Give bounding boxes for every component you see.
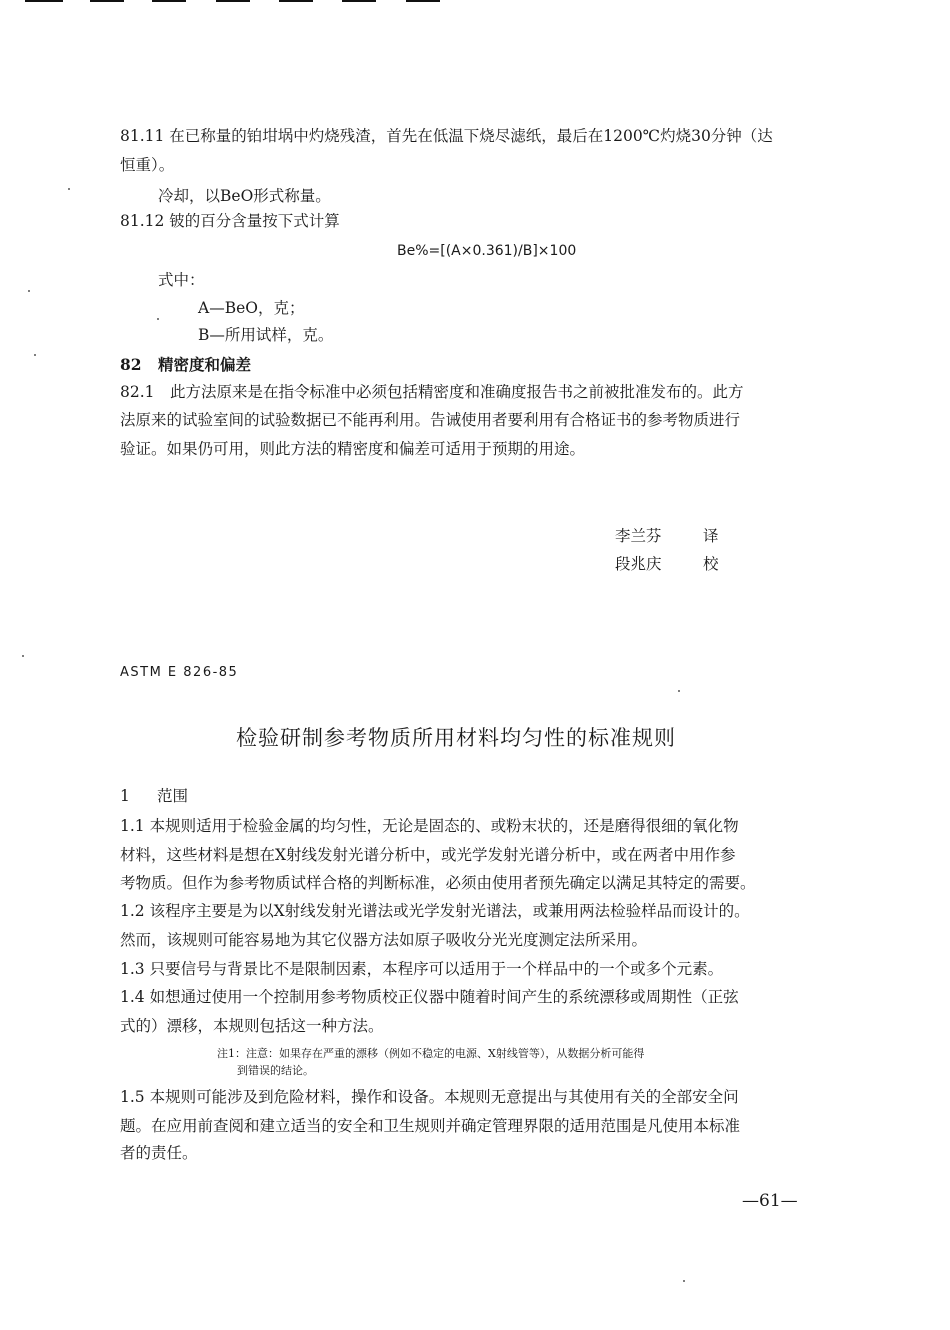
top-border-dash: [90, 0, 124, 2]
para-1-5-line2: 题。在应用前查阅和建立适当的安全和卫生规则并确定管理界限的适用范围是凡使用本标准: [120, 1117, 741, 1135]
para-81-11-line2: 恒重）。: [120, 156, 175, 174]
para-81-11-line1: 81.11 在已称量的铂坩埚中灼烧残渣，首先在低温下烧尽滤纸，最后在1200℃灼烧30分钟（达: [120, 127, 773, 145]
para-1-2-line1: 1.2 该程序主要是为以X射线发射光谱法或光学发射光谱法，或兼用两法检验样品而设计的。: [120, 902, 750, 920]
section-82-number: 82: [120, 355, 142, 374]
formula: Be%=[(A×0.361)/B]×100: [397, 243, 577, 259]
scan-speck: [28, 290, 30, 292]
note-1-line2: 到错误的结论。: [237, 1064, 314, 1077]
page-number: —61—: [742, 1191, 798, 1211]
standard-id: ASTM E 826-85: [120, 665, 239, 680]
top-border-dash: [342, 0, 376, 2]
para-1-5-line3: 者的责任。: [120, 1144, 198, 1162]
note-1-line1: 注1：注意：如果存在严重的漂移（例如不稳定的电源、X射线管等），从数据分析可能得: [217, 1047, 645, 1060]
reviewer-role: 校: [703, 555, 719, 573]
para-1-1-line1: 1.1 本规则适用于检验金属的均匀性，无论是固态的、或粉末状的，还是磨得很细的氧化物: [120, 817, 739, 835]
scan-speck: [678, 690, 680, 692]
translator-role: 译: [703, 527, 719, 545]
formula-where: 式中：: [158, 271, 205, 289]
section-1-heading: 范围: [157, 787, 189, 805]
para-82-1-line1: 82.1 此方法原来是在指令标准中必须包括精密度和准确度报告书之前被批准发布的。此方: [120, 383, 744, 401]
document-title: 检验研制参考物质所用材料均匀性的标准规则: [236, 726, 676, 750]
scan-speck: [34, 354, 36, 356]
para-1-1-line3: 考物质。但作为参考物质试样合格的判断标准，必须由使用者预先确定以满足其特定的需要。: [120, 874, 756, 892]
section-1-number: 1: [120, 787, 130, 805]
para-1-3-line1: 1.3 只要信号与背景比不是限制因素，本程序可以适用于一个样品中的一个或多个元素。: [120, 960, 724, 978]
section-82-heading: 精密度和偏差: [158, 355, 252, 374]
para-1-4-line2: 式的）漂移，本规则包括这一种方法。: [120, 1017, 384, 1035]
formula-var-b: B—所用试样，克。: [198, 326, 334, 344]
translator-name: 李兰芬: [615, 527, 662, 545]
para-1-4-line1: 1.4 如想通过使用一个控制用参考物质校正仪器中随着时间产生的系统漂移或周期性（正弦: [120, 988, 739, 1006]
para-82-1-line3: 验证。如果仍可用，则此方法的精密度和偏差可适用于预期的用途。: [120, 440, 586, 458]
top-border-dash: [216, 0, 250, 2]
para-81-12-heading: 81.12 铍的百分含量按下式计算: [120, 212, 340, 230]
reviewer-name: 段兆庆: [615, 555, 662, 573]
top-border-dash: [152, 0, 186, 2]
para-1-2-line2: 然而，该规则可能容易地为其它仪器方法如原子吸收分光光度测定法所采用。: [120, 931, 648, 949]
para-1-1-line2: 材料，这些材料是想在X射线发射光谱分析中，或光学发射光谱分析中，或在两者中用作参: [120, 846, 736, 864]
scan-speck: [22, 655, 24, 657]
formula-var-a: A—BeO，克；: [198, 299, 305, 317]
top-border-dash: [25, 0, 63, 2]
para-82-1-line2: 法原来的试验室间的试验数据已不能再利用。告诫使用者要利用有合格证书的参考物质进行: [120, 411, 741, 429]
top-border-dash: [279, 0, 313, 2]
top-border-dash: [406, 0, 440, 2]
scan-speck: [68, 188, 70, 190]
para-81-11-line3: 冷却，以BeO形式称量。: [158, 187, 331, 205]
scan-speck: [157, 318, 159, 320]
para-1-5-line1: 1.5 本规则可能涉及到危险材料，操作和设备。本规则无意提出与其使用有关的全部安全问: [120, 1088, 739, 1106]
scan-speck: [683, 1280, 685, 1282]
